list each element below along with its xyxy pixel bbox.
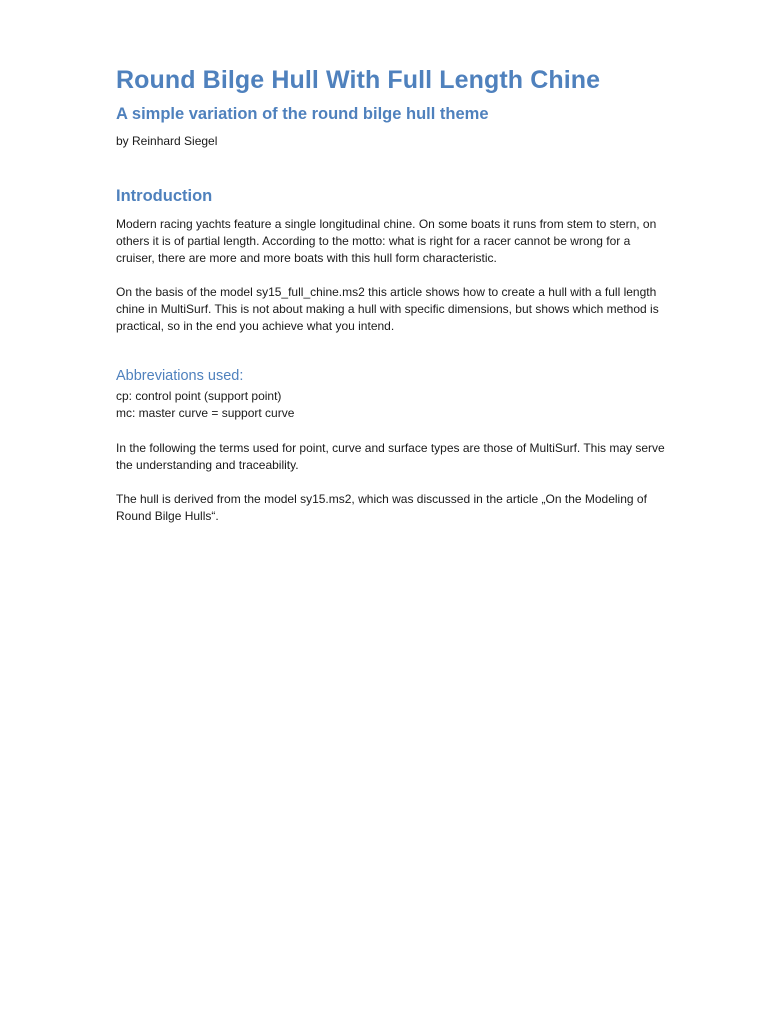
abbreviation-item-mc: mc: master curve = support curve xyxy=(116,406,295,420)
author-byline: by Reinhard Siegel xyxy=(116,134,218,148)
derivation-paragraph: The hull is derived from the model sy15.ms2, which was discussed in the article „On the Modeling of Round Bilge Hulls“. xyxy=(116,492,647,523)
document-subtitle: A simple variation of the round bilge hull theme xyxy=(116,105,489,123)
introduction-heading: Introduction xyxy=(116,187,213,205)
abbreviations-list xyxy=(116,388,294,422)
terms-paragraph: In the following the terms used for point, curve and surface types are those of MultiSurf. This may serve the understanding and traceability. xyxy=(116,441,665,472)
introduction-paragraph-2: On the basis of the model sy15_full_chine.ms2 this article shows how to create a hull with a full length chine in MultiSurf. This is not about making a hull with specific dimensions, but shows which method is practical, so in the end you achieve what you intend. xyxy=(116,285,659,333)
document-title: Round Bilge Hull With Full Length Chine xyxy=(116,66,601,94)
abbreviation-item-cp: cp: control point (support point) xyxy=(116,389,282,403)
abbreviations-heading: Abbreviations used: xyxy=(116,368,244,384)
introduction-paragraph-1: Modern racing yachts feature a single longitudinal chine. On some boats it runs from stem to stern, on others it is of partial length. According to the motto: what is right for a racer cannot be wrong for a cruiser, there are more and more boats with this hull form characteristic. xyxy=(116,217,657,265)
